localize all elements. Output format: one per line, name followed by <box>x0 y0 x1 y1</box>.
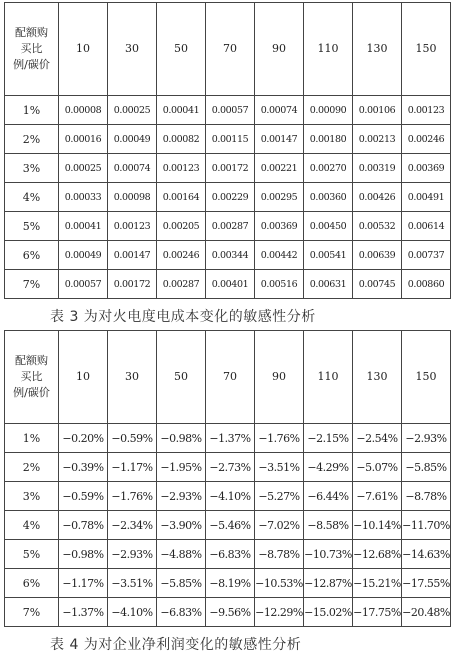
cell: 0.00049 <box>108 125 157 154</box>
cell: −1.76% <box>255 424 304 453</box>
cell: −12.68% <box>353 540 402 569</box>
cell: −8.78% <box>402 482 451 511</box>
cell: −5.46% <box>206 511 255 540</box>
cell: −4.10% <box>206 482 255 511</box>
table-row <box>5 96 451 125</box>
cell: 0.00229 <box>206 183 255 212</box>
table-row <box>5 424 451 453</box>
cell: −20.48% <box>402 598 451 627</box>
table-row <box>5 540 451 569</box>
cell: −5.85% <box>402 453 451 482</box>
cell: −14.63% <box>402 540 451 569</box>
ratio-label: 2% <box>5 453 59 482</box>
cell: 0.00098 <box>108 183 157 212</box>
cell: −4.29% <box>304 453 353 482</box>
cell: 0.00745 <box>353 270 402 299</box>
table-header-row <box>5 331 451 424</box>
price-header: 130 <box>353 331 402 424</box>
cost-sensitivity-table <box>4 2 451 299</box>
cell: 0.00344 <box>206 241 255 270</box>
cell: −10.53% <box>255 569 304 598</box>
cell: −5.27% <box>255 482 304 511</box>
cell: 0.00025 <box>59 154 108 183</box>
cell: −15.21% <box>353 569 402 598</box>
table-caption: 表 3 为对火电度电成本变化的敏感性分析 <box>50 309 316 325</box>
cell: 0.00631 <box>304 270 353 299</box>
cell: 0.00369 <box>255 212 304 241</box>
cell: −12.29% <box>255 598 304 627</box>
cell: −1.76% <box>108 482 157 511</box>
ratio-label: 5% <box>5 540 59 569</box>
cell: 0.00049 <box>59 241 108 270</box>
price-header: 70 <box>206 3 255 96</box>
cell: 0.00057 <box>59 270 108 299</box>
cell: 0.00860 <box>402 270 451 299</box>
cell: 0.00172 <box>206 154 255 183</box>
cell: 0.00442 <box>255 241 304 270</box>
table-row <box>5 125 451 154</box>
cell: 0.00123 <box>108 212 157 241</box>
table-row <box>5 270 451 299</box>
cell: −2.93% <box>157 482 206 511</box>
cell: −0.20% <box>59 424 108 453</box>
price-header: 10 <box>59 331 108 424</box>
cell: −11.70% <box>402 511 451 540</box>
cell: 0.00180 <box>304 125 353 154</box>
cell: −7.61% <box>353 482 402 511</box>
cell: 0.00614 <box>402 212 451 241</box>
cell: 0.00360 <box>304 183 353 212</box>
cell: 0.00090 <box>304 96 353 125</box>
cell: 0.00205 <box>157 212 206 241</box>
price-header: 110 <box>304 3 353 96</box>
cell: −6.83% <box>157 598 206 627</box>
table-row <box>5 569 451 598</box>
cell: −7.02% <box>255 511 304 540</box>
cell: 0.00147 <box>255 125 304 154</box>
table-row <box>5 154 451 183</box>
cell: −2.93% <box>402 424 451 453</box>
table-row <box>5 241 451 270</box>
price-header: 10 <box>59 3 108 96</box>
cell: 0.00737 <box>402 241 451 270</box>
table-caption: 表 4 为对企业净利润变化的敏感性分析 <box>50 637 302 653</box>
table-row <box>5 212 451 241</box>
price-header: 90 <box>255 331 304 424</box>
table-header-row <box>5 3 451 96</box>
ratio-label: 2% <box>5 125 59 154</box>
cell: 0.00270 <box>304 154 353 183</box>
profit-sensitivity-table <box>4 330 451 627</box>
cell: −4.88% <box>157 540 206 569</box>
cell: 0.00426 <box>353 183 402 212</box>
cell: 0.00033 <box>59 183 108 212</box>
cell: −1.37% <box>59 598 108 627</box>
table-row <box>5 183 451 212</box>
cell: −17.55% <box>402 569 451 598</box>
cell: 0.00246 <box>402 125 451 154</box>
cell: 0.00639 <box>353 241 402 270</box>
ratio-label: 4% <box>5 183 59 212</box>
cell: −8.58% <box>304 511 353 540</box>
cell: 0.00041 <box>157 96 206 125</box>
price-header: 130 <box>353 3 402 96</box>
cell: −0.59% <box>108 424 157 453</box>
cell: 0.00057 <box>206 96 255 125</box>
price-header: 150 <box>402 331 451 424</box>
cell: 0.00450 <box>304 212 353 241</box>
price-header: 90 <box>255 3 304 96</box>
ratio-label: 1% <box>5 424 59 453</box>
cell: 0.00246 <box>157 241 206 270</box>
ratio-label: 7% <box>5 270 59 299</box>
cell: −10.73% <box>304 540 353 569</box>
cell: −1.95% <box>157 453 206 482</box>
cell: 0.00123 <box>157 154 206 183</box>
cell: 0.00172 <box>108 270 157 299</box>
ratio-label: 6% <box>5 241 59 270</box>
ratio-label: 5% <box>5 212 59 241</box>
cell: −3.51% <box>255 453 304 482</box>
cell: 0.00008 <box>59 96 108 125</box>
cell: 0.00041 <box>59 212 108 241</box>
cell: −6.44% <box>304 482 353 511</box>
cell: 0.00221 <box>255 154 304 183</box>
cell: −0.39% <box>59 453 108 482</box>
table-row <box>5 511 451 540</box>
price-header: 110 <box>304 331 353 424</box>
cell: 0.00025 <box>108 96 157 125</box>
cell: 0.00074 <box>255 96 304 125</box>
cell: −8.78% <box>255 540 304 569</box>
cell: −12.87% <box>304 569 353 598</box>
cell: −8.19% <box>206 569 255 598</box>
cell: 0.00115 <box>206 125 255 154</box>
cell: 0.00401 <box>206 270 255 299</box>
cell: −4.10% <box>108 598 157 627</box>
cell: 0.00164 <box>157 183 206 212</box>
cell: 0.00319 <box>353 154 402 183</box>
table-row <box>5 598 451 627</box>
cell: −1.17% <box>108 453 157 482</box>
cell: −0.98% <box>59 540 108 569</box>
cell: −9.56% <box>206 598 255 627</box>
table-row <box>5 482 451 511</box>
cell: 0.00123 <box>402 96 451 125</box>
ratio-label: 1% <box>5 96 59 125</box>
table-row <box>5 453 451 482</box>
cell: −2.93% <box>108 540 157 569</box>
cell: −3.51% <box>108 569 157 598</box>
cell: −2.54% <box>353 424 402 453</box>
cell: 0.00213 <box>353 125 402 154</box>
cell: 0.00516 <box>255 270 304 299</box>
price-header: 150 <box>402 3 451 96</box>
cell: −1.17% <box>59 569 108 598</box>
cell: −0.59% <box>59 482 108 511</box>
cell: 0.00541 <box>304 241 353 270</box>
price-header: 30 <box>108 3 157 96</box>
cell: −6.83% <box>206 540 255 569</box>
cell: 0.00491 <box>402 183 451 212</box>
header-label-cell: 配额购 买比 例/碳价 <box>5 331 59 424</box>
cell: 0.00074 <box>108 154 157 183</box>
cell: 0.00369 <box>402 154 451 183</box>
price-header: 30 <box>108 331 157 424</box>
cell: −2.73% <box>206 453 255 482</box>
ratio-label: 4% <box>5 511 59 540</box>
cell: 0.00147 <box>108 241 157 270</box>
cell: −2.15% <box>304 424 353 453</box>
cell: −10.14% <box>353 511 402 540</box>
cell: 0.00106 <box>353 96 402 125</box>
cell: −1.37% <box>206 424 255 453</box>
cell: −0.98% <box>157 424 206 453</box>
ratio-label: 3% <box>5 482 59 511</box>
cell: −15.02% <box>304 598 353 627</box>
cell: −3.90% <box>157 511 206 540</box>
price-header: 50 <box>157 3 206 96</box>
header-label-cell: 配额购 买比 例/碳价 <box>5 3 59 96</box>
cell: 0.00287 <box>157 270 206 299</box>
ratio-label: 6% <box>5 569 59 598</box>
cell: −0.78% <box>59 511 108 540</box>
cell: −17.75% <box>353 598 402 627</box>
cell: −5.85% <box>157 569 206 598</box>
price-header: 70 <box>206 331 255 424</box>
cell: −2.34% <box>108 511 157 540</box>
cell: 0.00082 <box>157 125 206 154</box>
cell: 0.00287 <box>206 212 255 241</box>
price-header: 50 <box>157 331 206 424</box>
ratio-label: 3% <box>5 154 59 183</box>
cell: 0.00295 <box>255 183 304 212</box>
cell: −5.07% <box>353 453 402 482</box>
ratio-label: 7% <box>5 598 59 627</box>
cell: 0.00532 <box>353 212 402 241</box>
cell: 0.00016 <box>59 125 108 154</box>
